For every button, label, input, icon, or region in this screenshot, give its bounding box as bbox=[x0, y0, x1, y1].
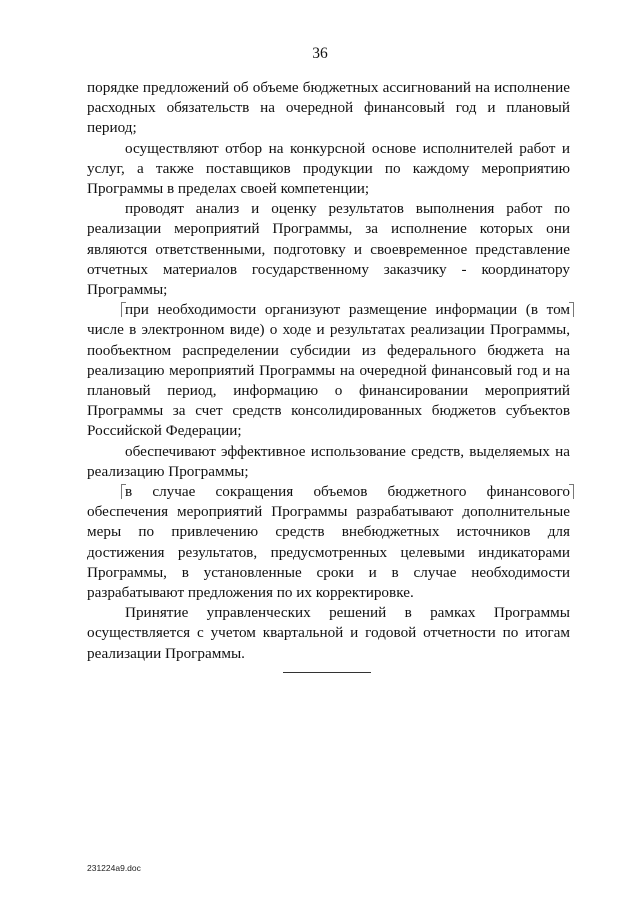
paragraph: осуществляют отбор на конкурсной основе исполнителей работ и услуг, а также поставщиков продукции по каждому мероприятию Программы в пределах своей компетенции; bbox=[87, 139, 570, 198]
paragraph: при необходимости организуют размещение информации (в том числе в электронном виде) о ходе и результатах реализации Программы, пообъектном распределении субсидии из федерального бюджета на реализацию мероприятий Программы на очередной финансовый год и на плановый период, информацию о финансировании мероприятий Программы за счет средств консолидированных бюджетов субъектов Российской Федерации; bbox=[87, 300, 570, 441]
paragraph: Принятие управленческих решений в рамках Программы осуществляется с учетом квартальной и годовой отчетности по итогам реализации Программы. bbox=[87, 604, 570, 662]
paragraph: в случае сокращения объемов бюджетного финансового обеспечения мероприятий Программы разрабатывают дополнительные меры по привлечению средств внебюджетных источников для достижения результатов, предусмотренных целевыми индикаторами Программы, в установленные сроки и в случае необходимости разрабатывают предложения по их корректировке. bbox=[87, 482, 570, 603]
paragraph: обеспечивают эффективное использование средств, выделяемых на реализацию Программы; bbox=[87, 442, 570, 480]
paragraph: проводят анализ и оценку результатов выполнения работ по реализации мероприятий Программы, за исполнение которых они являются ответственными, подготовку и своевременное представление отчетных материалов государственному заказчику - координатору Программы; bbox=[87, 200, 570, 299]
footer-filename: 231224a9.doc bbox=[87, 863, 141, 873]
page-number: 36 bbox=[312, 45, 328, 62]
document-end-line bbox=[283, 672, 371, 673]
paragraph: порядке предложений об объеме бюджетных ассигнований на исполнение расходных обязательств на очередной финансовый год и плановый период; bbox=[87, 79, 570, 137]
document-body bbox=[87, 78, 570, 664]
